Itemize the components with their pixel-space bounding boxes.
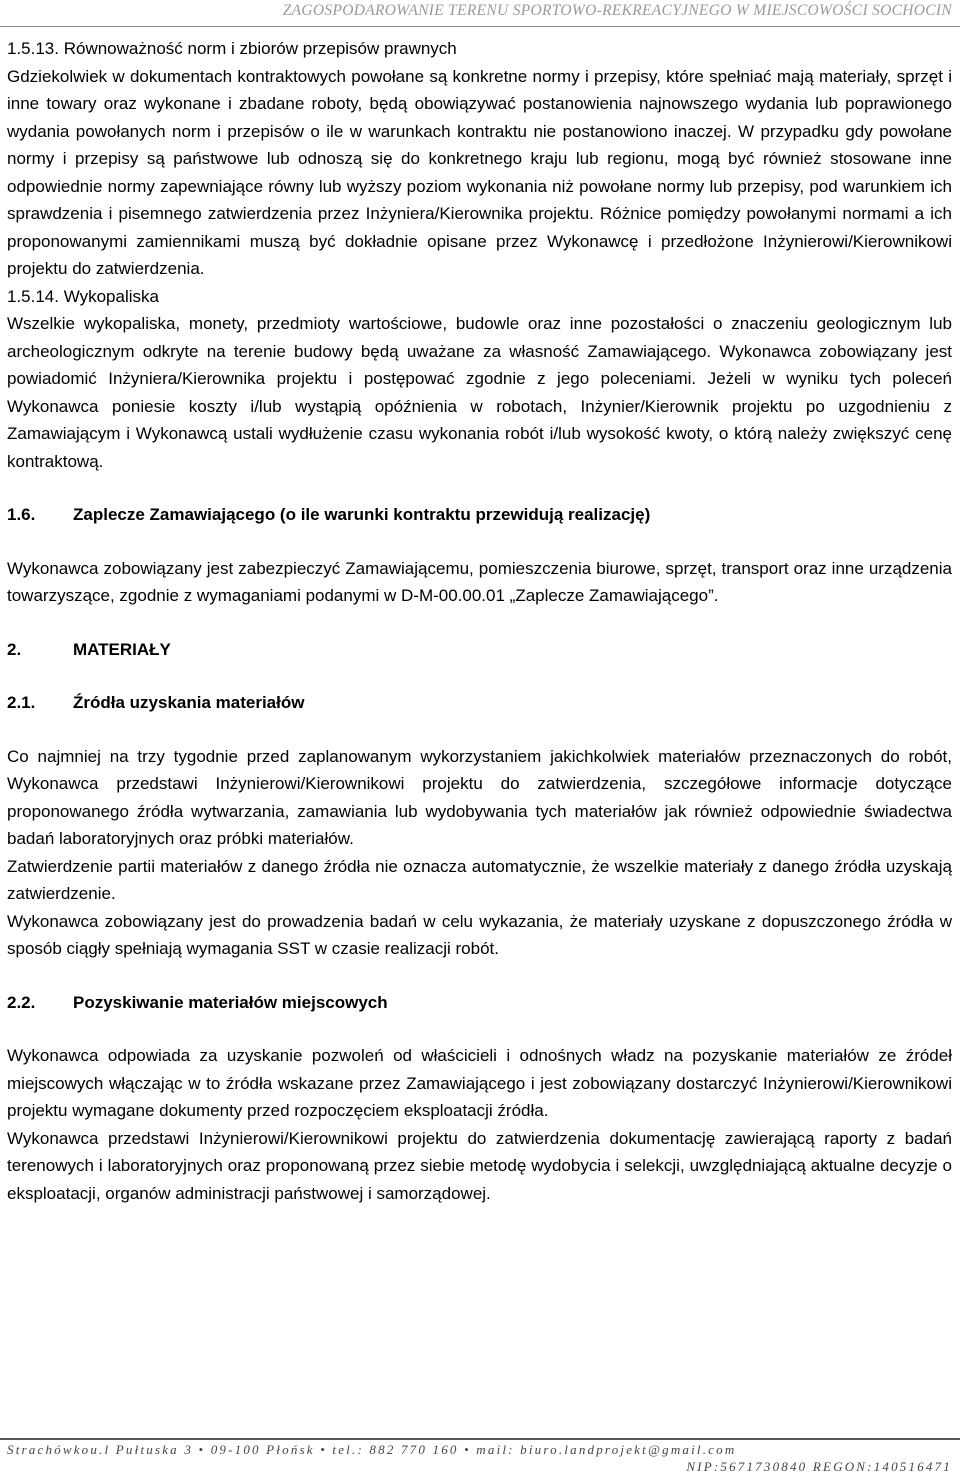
footer-contact: Strachówkou.l Pułtuska 3 • 09-100 Płońsk • tel.: 882 770 160 • mail: biuro.landprojekt@gmail.com	[7, 1442, 737, 1457]
section-heading-2	[7, 636, 952, 664]
paragraph: Gdziekolwiek w dokumentach kontraktowych powołane są konkretne normy i przepisy, które spełniać mają materiały, sprzęt i inne towary oraz wykonane i zbadane roboty, będą obowiązywać postanowienia najnowszego wydania lub poprawionego wydania powołanych norm i przepisów o ile w warunkach kontraktu nie postanowiono inaczej. W przypadku gdy powołane normy i przepisy są państwowe lub odnoszą się do konkretnego kraju lub regionu, mogą być również stosowane inne odpowiednie normy zapewniające równy lub wyższy poziom wykonania niż powołane normy lub przepisy, pod warunkiem ich sprawdzenia i pisemnego zatwierdzenia przez Inżyniera/Kierownika projektu. Różnice pomiędzy powołanymi normami a ich proponowanymi zamiennikami muszą być dokładnie opisane przez Wykonawcę i przedłożone Inżynierowi/Kierownikowi projektu do zatwierdzenia.	[7, 66, 952, 278]
section-heading-2-1	[7, 689, 952, 717]
section-heading-1-6	[7, 501, 952, 529]
paragraph: Wykonawca zobowiązany jest zabezpieczyć Zamawiającemu, pomieszczenia biurowe, sprzęt, transport oraz inne urządzenia towarzyszące, zgodnie z wymaganiami podanymi w D-M-00.00.01 „Zaplecze Zamawiającego”.	[7, 558, 952, 605]
section-number: 2.2.	[7, 992, 36, 1012]
section-number: 2.1.	[7, 693, 36, 712]
paragraph: Wykonawca odpowiada za uzyskanie pozwoleń od właścicieli i odnośnych władz na pozyskanie materiałów ze źródeł miejscowych włączając w to źródła wskazane przez Zamawiającego i jest zobowiązany dostarczyć Inżynierowi/Kierownikowi projektu wymagane dokumenty przed rozpoczęciem eksploatacji źródła.	[7, 1046, 952, 1120]
section-number: 1.6.	[7, 505, 36, 524]
page-footer	[0, 1438, 960, 1477]
running-header: ZAGOSPODAROWANIE TERENU SPORTOWO-REKREACYJNEGO W MIEJSCOWOŚCI SOCHOCIN	[282, 2, 952, 19]
section-heading-2-2	[7, 989, 952, 1017]
paragraph: Wszelkie wykopaliska, monety, przedmioty wartościowe, budowle oraz inne pozostałości o znaczeniu geologicznym lub archeologicznym odkryte na terenie budowy będą uważane za własność Zamawiającego. Wykonawca zobowiązany jest powiadomić Inżyniera/Kierownika projektu i postępować zgodnie z jego poleceniami. Jeżeli w wyniku tych poleceń Wykonawca poniesie koszty i/lub wystąpią opóźnienia w robotach, Inżynier/Kierownik projektu po uzgodnieniu z Zamawiającym i Wykonawcą ustali wydłużenie czasu wykonania robót i/lub wysokość kwoty, o którą należy zwiększyć cenę kontraktową.	[7, 314, 952, 471]
paragraph: Co najmniej na trzy tygodnie przed zaplanowanym wykorzystaniem jakichkolwiek materiałów przeznaczonych do robót, Wykonawca przedstawi Inżynierowi/Kierownikowi projektu do zatwierdzenia, szczegółowe informacje dotyczące proponowanego źródła wytwarzania, zamawiania lub wydobywania tych materiałów jak również odpowiednie świadectwa badań laboratoryjnych oraz próbki materiałów.	[7, 746, 952, 848]
paragraph: Wykonawca zobowiązany jest do prowadzenia badań w celu wykazania, że materiały uzyskane z dopuszczonego źródła w sposób ciągły spełniają wymagania SST w czasie realizacji robót.	[7, 911, 952, 958]
header-divider	[0, 26, 960, 27]
section-heading-text: Zaplecze Zamawiającego (o ile warunki kontraktu przewidują realizację)	[73, 505, 651, 524]
section-heading-text: Pozyskiwanie materiałów miejscowych	[73, 992, 388, 1012]
section-title-1-5-13: 1.5.13. Równoważność norm i zbiorów przepisów prawnych	[7, 39, 457, 58]
section-title-1-5-14: 1.5.14. Wykopaliska	[7, 286, 159, 306]
document-body	[7, 35, 952, 1207]
section-heading-text: MATERIAŁY	[73, 639, 171, 659]
paragraph: Wykonawca przedstawi Inżynierowi/Kierownikowi projektu do zatwierdzenia dokumentację zawierającą raporty z badań terenowych i laboratoryjnych oraz proponowaną przez siebie metodę wydobycia i selekcji, uwzględniającą aktualne decyzje o eksploatacji, organów administracji państwowej i samorządowej.	[7, 1128, 952, 1203]
section-heading-text: Źródła uzyskania materiałów	[73, 693, 305, 712]
paragraph: Zatwierdzenie partii materiałów z danego źródła nie oznacza automatycznie, że wszelkie materiały z danego źródła uzyskają zatwierdzenie.	[7, 856, 952, 903]
section-number: 2.	[7, 639, 22, 659]
footer-registration: NIP:5671730840 REGON:140516471	[686, 1459, 952, 1474]
